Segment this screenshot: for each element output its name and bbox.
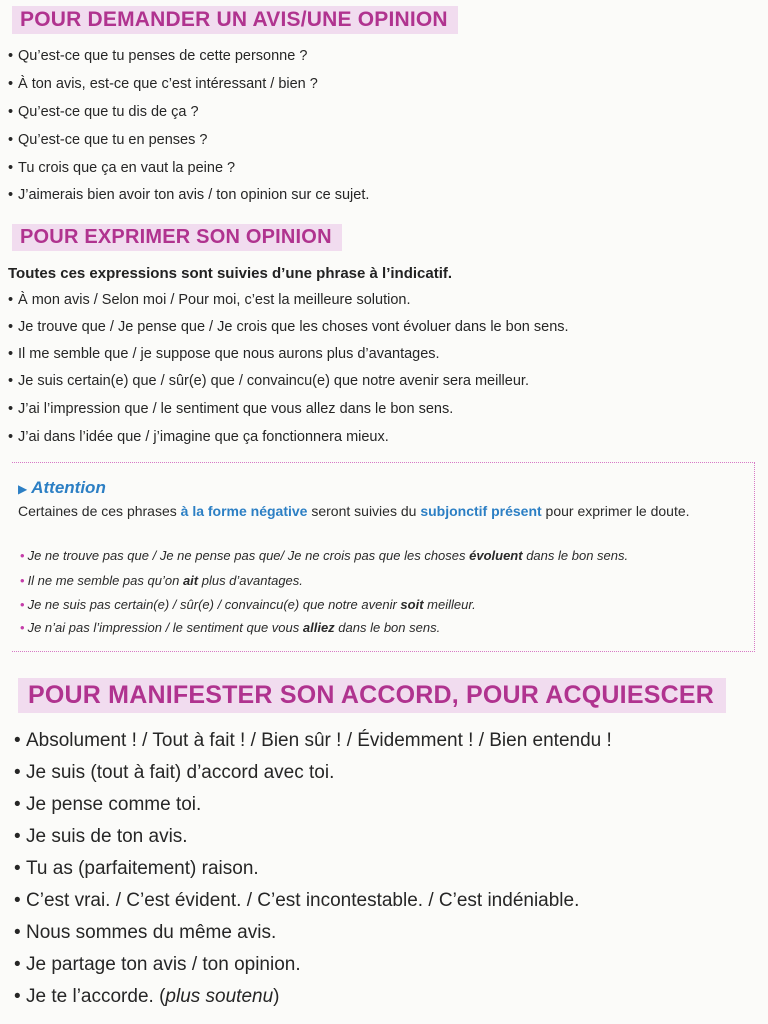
list-item: • Je partage ton avis / ton opinion.	[14, 954, 301, 975]
list-item: • Je suis certain(e) que / sûr(e) que / convaincu(e) que notre avenir sera meilleur.	[8, 373, 529, 389]
list-item: • Je trouve que / Je pense que / Je crois que les choses vont évoluer dans le bon sens.	[8, 319, 569, 335]
triangle-right-icon: ▶	[18, 482, 28, 496]
attention-title: ▶ Attention	[18, 478, 106, 497]
list-item: • Tu crois que ça en vaut la peine ?	[8, 160, 236, 176]
list-item: • C’est vrai. / C’est évident. / C’est incontestable. / C’est indéniable.	[14, 890, 580, 911]
subheading: Toutes ces expressions sont suivies d’une phrase à l’indicatif.	[8, 265, 453, 282]
list-item: • Je suis (tout à fait) d’accord avec toi.	[14, 762, 335, 783]
attention-item: • Je ne trouve pas que / Je ne pense pas que/ Je ne crois pas que les choses évoluent dans le bon sens.	[20, 548, 629, 563]
list-item: • Il me semble que / je suppose que nous aurons plus d’avantages.	[8, 346, 440, 362]
list-item: • J’ai l’impression que / le sentiment que vous allez dans le bon sens.	[8, 401, 454, 417]
attention-item: • Je ne suis pas certain(e) / sûr(e) / convaincu(e) que notre avenir soit meilleur.	[20, 597, 476, 612]
list-item: • À mon avis / Selon moi / Pour moi, c’est la meilleure solution.	[8, 292, 411, 308]
list-item: • Qu’est-ce que tu penses de cette personne ?	[8, 48, 308, 64]
list-item: • J’ai dans l’idée que / j’imagine que ça fonctionnera mieux.	[8, 429, 389, 445]
list-item: • Je pense comme toi.	[14, 794, 202, 815]
list-item: • Je te l’accorde. (plus soutenu)	[14, 986, 280, 1007]
attention-item: • Je n’ai pas l’impression / le sentiment que vous alliez dans le bon sens.	[20, 620, 441, 635]
attention-intro: Certaines de ces phrases à la forme négative seront suivies du subjonctif présent pour exprimer le doute.	[18, 503, 690, 519]
list-item: • Je suis de ton avis.	[14, 826, 188, 847]
list-item: • Qu’est-ce que tu en penses ?	[8, 132, 208, 148]
list-item: • Absolument ! / Tout à fait ! / Bien sûr ! / Évidemment ! / Bien entendu !	[14, 730, 612, 751]
section-title-ask-opinion: POUR DEMANDER UN AVIS/UNE OPINION	[12, 6, 458, 34]
list-item: • J’aimerais bien avoir ton avis / ton opinion sur ce sujet.	[8, 187, 370, 203]
attention-item: • Il ne me semble pas qu’on ait plus d’avantages.	[20, 573, 303, 588]
section-title-express-opinion: POUR EXPRIMER SON OPINION	[12, 224, 342, 251]
list-item: • Tu as (parfaitement) raison.	[14, 858, 259, 879]
list-item: • À ton avis, est-ce que c’est intéressant / bien ?	[8, 76, 318, 92]
list-item: • Nous sommes du même avis.	[14, 922, 277, 943]
list-item: • Qu’est-ce que tu dis de ça ?	[8, 104, 199, 120]
section-title-agreement: POUR MANIFESTER SON ACCORD, POUR ACQUIESCER	[18, 678, 726, 713]
